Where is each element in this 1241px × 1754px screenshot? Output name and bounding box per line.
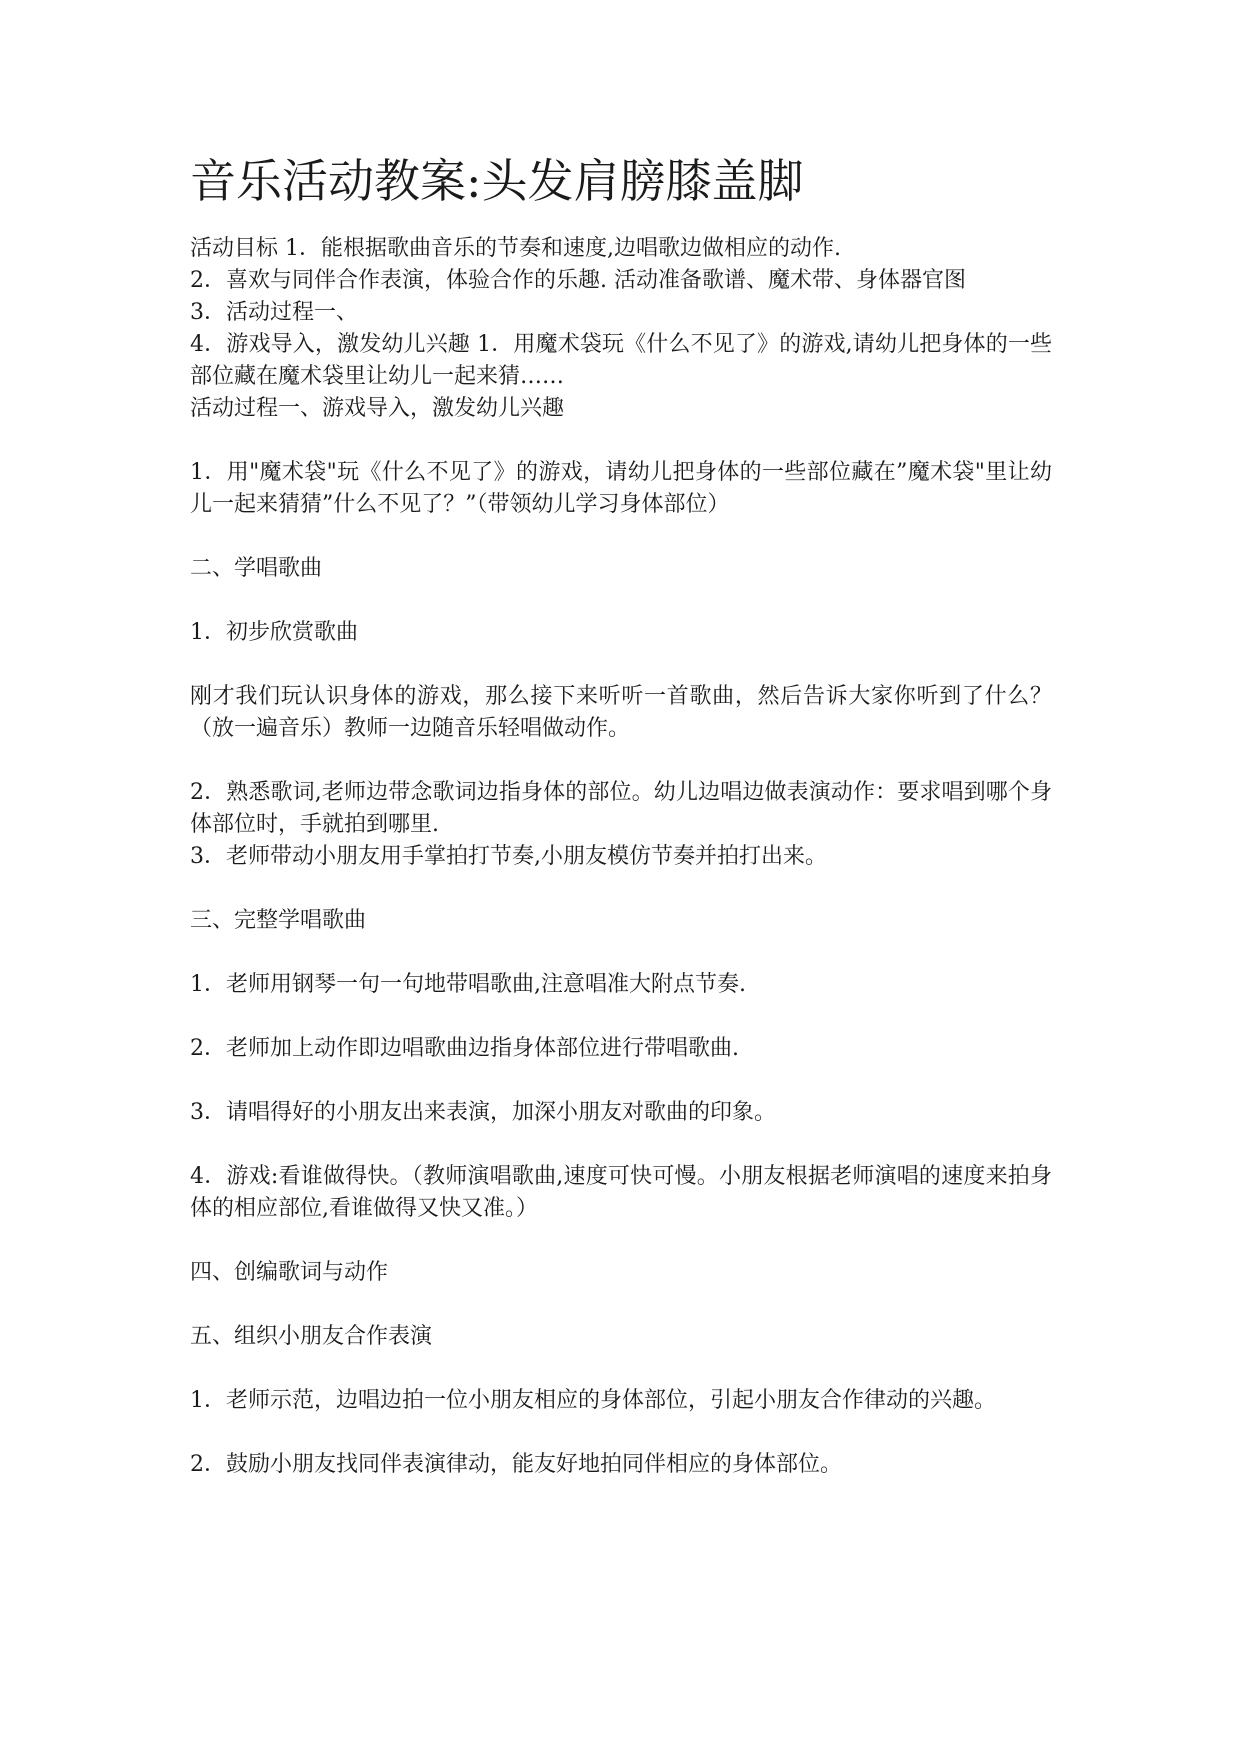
paragraph: 2．老师加上动作即边唱歌曲边指身体部位进行带唱歌曲.	[190, 1036, 739, 1061]
paragraph: 1．老师用钢琴一句一句地带唱歌曲,注意唱准大附点节奏.	[190, 972, 746, 997]
document-body	[190, 233, 1052, 1481]
paragraph: 二、学唱歌曲	[190, 556, 323, 581]
paragraph: 2．鼓励小朋友找同伴表演律动，能友好地拍同伴相应的身体部位。	[190, 1452, 842, 1477]
paragraph: 3．请唱得好的小朋友出来表演，加深小朋友对歌曲的印象。	[190, 1100, 776, 1125]
document-title: 音乐活动教案:头发肩膀膝盖脚	[190, 154, 804, 208]
paragraph: 三、完整学唱歌曲	[190, 908, 367, 933]
paragraph: 3．活动过程一、	[190, 300, 358, 325]
paragraph: 4．游戏:看谁做得快。（教师演唱歌曲,速度可快可慢。小朋友根据老师演唱的速度来拍身体的相应部位,看谁做得又快又准。）	[190, 1164, 1052, 1221]
paragraph: 刚才我们玩认识身体的游戏，那么接下来听听一首歌曲，然后告诉大家你听到了什么？（放一遍音乐）教师一边随音乐轻唱做动作。	[190, 684, 1052, 741]
paragraph: 活动过程一、游戏导入，激发幼儿兴趣	[190, 396, 565, 421]
paragraph: 1．老师示范，边唱边拍一位小朋友相应的身体部位，引起小朋友合作律动的兴趣。	[190, 1388, 996, 1413]
paragraph: 2．喜欢与同伴合作表演，体验合作的乐趣. 活动准备歌谱、魔术带、身体器官图	[190, 268, 966, 293]
paragraph: 五、组织小朋友合作表演	[190, 1324, 433, 1349]
paragraph: 2．熟悉歌词,老师边带念歌词边指身体的部位。幼儿边唱边做表演动作：要求唱到哪个身体部位时，手就拍到哪里.	[190, 780, 1052, 837]
paragraph: 活动目标 1．能根据歌曲音乐的节奏和速度,边唱歌边做相应的动作.	[190, 236, 841, 261]
paragraph: 4．游戏导入，激发幼儿兴趣 1．用魔术袋玩《什么不见了》的游戏,请幼儿把身体的一些部位藏在魔术袋里让幼儿一起来猜……	[190, 332, 1052, 389]
paragraph: 1．用"魔术袋"玩《什么不见了》的游戏，请幼儿把身体的一些部位藏在”魔术袋"里让幼儿一起来猜猜”什么不见了？”（带领幼儿学习身体部位）	[190, 460, 1052, 517]
paragraph: 3．老师带动小朋友用手掌拍打节奏,小朋友模仿节奏并拍打出来。	[190, 844, 827, 869]
paragraph: 1．初步欣赏歌曲	[190, 620, 358, 645]
paragraph: 四、创编歌词与动作	[190, 1260, 389, 1285]
